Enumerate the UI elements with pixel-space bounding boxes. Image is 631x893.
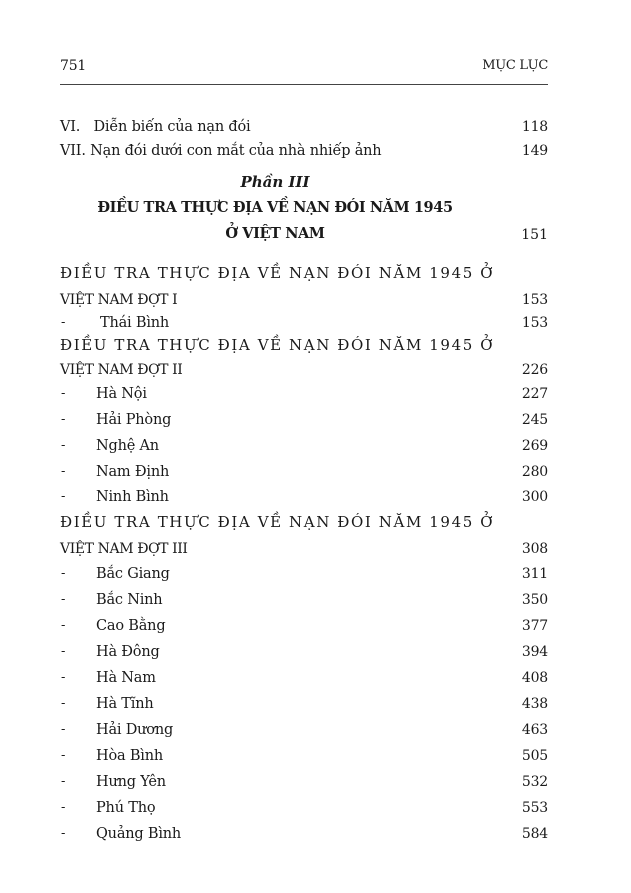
entry-page: 269	[521, 438, 548, 454]
entry-page: 408	[521, 670, 548, 686]
page-number: 751	[60, 58, 87, 74]
entry-page: 300	[521, 489, 548, 505]
province-name: Ninh Bình	[96, 489, 169, 505]
entry-title: Diễn biến của nạn đói	[93, 119, 251, 135]
entry-page: 311	[521, 566, 548, 582]
bullet-dash: -	[61, 566, 66, 581]
province-name: Hà Đông	[96, 644, 160, 660]
round-heading-line2[interactable]: VIỆT NAM ĐỢT I 153	[60, 289, 548, 311]
entry-page: 377	[521, 618, 548, 634]
round-heading-line2[interactable]: VIỆT NAM ĐỢT II 226	[60, 359, 548, 381]
entry-page: 463	[521, 722, 548, 738]
toc-sub-entry[interactable]	[60, 615, 548, 637]
toc-sub-entry[interactable]	[60, 641, 548, 663]
entry-numeral: VII.	[60, 143, 86, 159]
entry-page: 350	[521, 592, 548, 608]
province-name: Hưng Yên	[96, 774, 166, 790]
toc-sub-entry[interactable]	[60, 667, 548, 689]
province-name: Quảng Bình	[96, 826, 182, 842]
round-heading-line1[interactable]: ĐIỀU TRA THỰC ĐỊA VỀ NẠN ĐÓI NĂM 1945 Ở	[60, 336, 495, 354]
bullet-dash: -	[61, 489, 66, 504]
toc-sub-entry[interactable]	[60, 823, 548, 845]
bullet-dash: -	[61, 670, 66, 685]
entry-page: 438	[521, 696, 548, 712]
bullet-dash: -	[61, 438, 66, 453]
toc-sub-entry[interactable]	[60, 719, 548, 741]
bullet-dash: -	[61, 618, 66, 633]
entry-page: 153	[521, 315, 548, 331]
running-head	[60, 58, 548, 78]
entry-page: 149	[521, 143, 548, 159]
bullet-dash: -	[61, 592, 66, 607]
bullet-dash: -	[61, 748, 66, 763]
entry-numeral: VI.	[60, 119, 81, 135]
bullet-dash: -	[61, 315, 66, 330]
round-heading-line1[interactable]: ĐIỀU TRA THỰC ĐỊA VỀ NẠN ĐÓI NĂM 1945 Ở	[60, 513, 495, 531]
bullet-dash: -	[61, 464, 66, 479]
round-page: 308	[521, 541, 548, 557]
province-name: Thái Bình	[100, 315, 170, 331]
province-name: Bắc Ninh	[96, 592, 163, 608]
section-title: MỤC LỤC	[482, 58, 548, 73]
toc-entry[interactable]	[60, 140, 548, 162]
entry-page: 553	[521, 800, 548, 816]
toc-sub-entry[interactable]	[60, 771, 548, 793]
round-heading-line2[interactable]: VIỆT NAM ĐỢT III 308	[60, 538, 548, 560]
toc-sub-entry[interactable]	[60, 589, 548, 611]
toc-sub-entry[interactable]	[60, 797, 548, 819]
round-heading-line1[interactable]: ĐIỀU TRA THỰC ĐỊA VỀ NẠN ĐÓI NĂM 1945 Ở	[60, 264, 495, 282]
province-name: Cao Bằng	[96, 618, 166, 634]
bullet-dash: -	[61, 826, 66, 841]
toc-sub-entry[interactable]	[60, 563, 548, 585]
bullet-dash: -	[61, 386, 66, 401]
toc-sub-entry[interactable]	[60, 409, 548, 431]
header-rule	[60, 84, 548, 85]
entry-title: Nạn đói dưới con mắt của nhà nhiếp ảnh	[90, 143, 382, 159]
bullet-dash: -	[61, 774, 66, 789]
bullet-dash: -	[61, 412, 66, 427]
entry-page: 394	[521, 644, 548, 660]
bullet-dash: -	[61, 722, 66, 737]
province-name: Hải Phòng	[96, 412, 172, 428]
toc-entry[interactable]	[60, 116, 548, 138]
province-name: Hà Tĩnh	[96, 696, 154, 712]
toc-sub-entry[interactable]	[60, 693, 548, 715]
entry-page: 227	[521, 386, 548, 402]
entry-page: 532	[521, 774, 548, 790]
province-name: Phú Thọ	[96, 800, 156, 816]
round-page: 153	[521, 292, 548, 308]
toc-sub-entry[interactable]	[60, 486, 548, 508]
part-page: 151	[521, 227, 548, 243]
toc-sub-entry[interactable]	[60, 312, 548, 334]
part-title-line2[interactable]: Ở VIỆT NAM	[225, 225, 325, 242]
toc-sub-entry[interactable]	[60, 383, 548, 405]
province-name: Bắc Giang	[96, 566, 170, 582]
entry-page: 245	[521, 412, 548, 428]
province-name: Hà Nam	[96, 670, 156, 686]
bullet-dash: -	[61, 696, 66, 711]
province-name: Nam Định	[96, 464, 170, 480]
toc-sub-entry[interactable]	[60, 745, 548, 767]
province-name: Nghệ An	[96, 438, 159, 454]
toc-sub-entry[interactable]	[60, 461, 548, 483]
entry-page: 118	[521, 119, 548, 135]
province-name: Hòa Bình	[96, 748, 163, 764]
entry-page: 280	[521, 464, 548, 480]
toc-sub-entry[interactable]	[60, 435, 548, 457]
part-title-line1[interactable]: ĐIỀU TRA THỰC ĐỊA VỀ NẠN ĐÓI NĂM 1945	[97, 199, 453, 216]
bullet-dash: -	[61, 800, 66, 815]
entry-page: 584	[521, 826, 548, 842]
entry-page: 505	[521, 748, 548, 764]
round-page: 226	[521, 362, 548, 378]
bullet-dash: -	[61, 644, 66, 659]
province-name: Hà Nội	[96, 386, 147, 402]
province-name: Hải Dương	[96, 722, 174, 738]
part-label: Phần III	[240, 173, 310, 191]
